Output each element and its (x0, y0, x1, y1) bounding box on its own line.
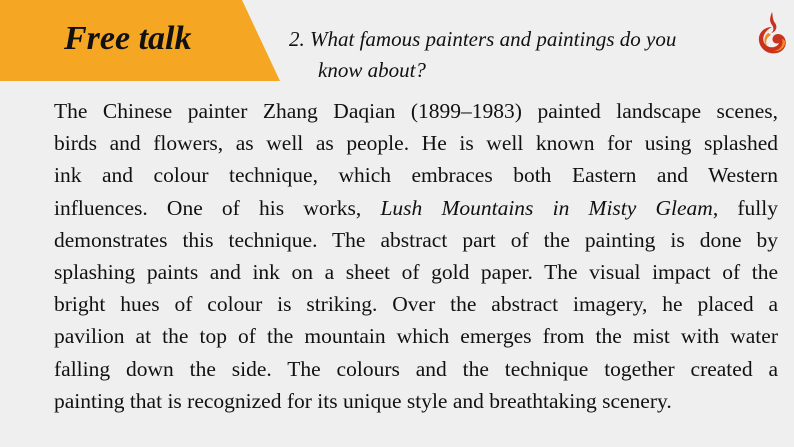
page-title: Free talk (64, 20, 192, 57)
painting-title: Lush Mountains in Misty Gleam (380, 195, 713, 220)
paragraph-line (54, 192, 778, 224)
question-prompt (289, 24, 739, 86)
question-line-2: know about? (318, 58, 426, 82)
main-paragraph (54, 95, 778, 417)
paragraph-line: The Chinese painter Zhang Daqian (1899–1983) painted landscape scenes, (54, 99, 778, 123)
paragraph-text: influences. One of his works, (54, 195, 381, 220)
paragraph-line: demonstrates this technique. The abstract part of the painting is done by (54, 227, 778, 252)
swirl-logo-icon (754, 9, 790, 59)
paragraph-line: falling down the side. The colours and the technique together created a (54, 356, 778, 381)
paragraph-line: painting that is recognized for its unique style and breathtaking scenery. (54, 388, 672, 413)
paragraph-line: bright hues of colour is striking. Over the abstract imagery, he placed a (54, 292, 778, 317)
paragraph-line: pavilion at the top of the mountain which emerges from the mist with water (54, 324, 778, 349)
question-line-1: 2. What famous painters and paintings do you (289, 27, 677, 51)
paragraph-line: birds and flowers, as well as people. He is well known for using splashed (54, 131, 778, 156)
paragraph-text: , fully (712, 195, 779, 220)
paragraph-line: splashing paints and ink on a sheet of gold paper. The visual impact of the (54, 260, 778, 285)
paragraph-line: ink and colour technique, which embraces both Eastern and Western (54, 163, 778, 188)
